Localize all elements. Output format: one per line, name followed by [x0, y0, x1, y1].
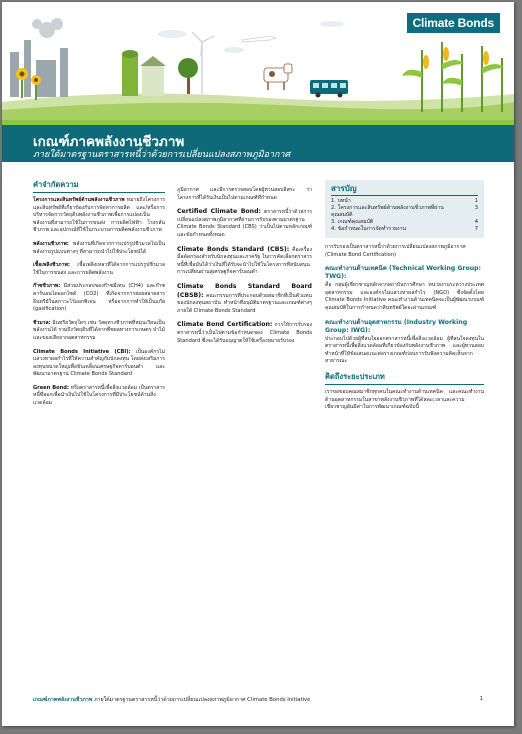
definition-paragraph	[33, 283, 165, 313]
definition-paragraph	[33, 197, 165, 235]
definition-text: เป็นองค์กรไม่แสวงหาผลกำไรที่ให้ความสำคัญกับนักลงทุน โดยส่งเสริมการลงทุนขนาดใหญ่เพื่อขับเคลื่อนเศรษฐกิจคาร์บอนต่ำ และพัฒนามาตรฐาน Climate Bonds Standard	[33, 348, 165, 378]
definition-text: มีส่วนประกอบของก๊าซมีเทน (CH4) และก๊าซคาร์บอนไดออกไซด์ (CO2) ที่เกิดจากการย่อยสลายสารอินทรีย์ในสภาวะไร้ออกซิเจน หรือจากการทำให้เป็นแก๊ส (gasification)	[33, 283, 165, 313]
toc-item-page: 7	[474, 226, 478, 232]
toc-item-label: 4. ข้อกำหนดในการจัดทำรายงาน	[331, 226, 407, 232]
definition-paragraph	[33, 385, 165, 408]
acknowledgements-heading: คิดถึงระยะประเภท	[325, 371, 385, 381]
cow-icon	[264, 64, 292, 90]
definition-paragraph	[177, 208, 312, 239]
definition-text: พลังงานที่เกิดจากการแปรรูปชีวมวลไปเป็นพลังงานรูปแบบต่างๆ ที่สามารถนำไปใช้ประโยชน์ได้	[33, 240, 165, 255]
definition-text: หรือตราสารหนี้เพื่อสิ่งแวดล้อม เป็นตราสารหนี้ที่ออกเพื่อนำเงินไปใช้ในโครงการที่มีประโยชน์ด้านสิ่งแวดล้อม	[33, 384, 165, 407]
toc-item[interactable]	[331, 198, 478, 205]
iwg-paragraph: ประกอบไปด้วยผู้ที่สนใจออกตราสารหนี้เพื่อสิ่งแวดล้อม ผู้ที่สนใจลงทุนในตราสารหนี้เพื่อสิ่งแวดล้อมที่เกี่ยวข้องกับพลังงานชีวภาพ และผู้ทวนสอบ ทำหน้าที่ให้ข้อเสนอแนะต่อร่างเกณฑ์ก่อนการรับฟังความคิดเห็นจากสาธารณะ	[325, 335, 484, 365]
toc-item-page: 1	[474, 198, 478, 204]
acknowledgements-paragraph: เราขอขอบคุณสมาชิกทุกคนในคณะทำงานด้านเทคนิค และคณะทำงานด้านอุตสาหกรรมในสาขาพลังงานชีวภาพที่ได้สละเวลาและความเชี่ยวชาญอันมีค่าในการพัฒนาเกณฑ์ฉบับนี้	[325, 388, 484, 411]
definition-text: อินทรียวัตถุใดๆ เช่น วัสดุทางชีวภาพที่หมุนเวียนเป็นพลังงานได้ รวมถึงวัตถุดิบที่ได้จากพืชผลทางการเกษตร ป่าไม้ และของเสียจากอุตสาหกรรม	[33, 319, 165, 341]
definition-text: คือเครื่องมือคัดกรองสำหรับนักลงทุนและภาครัฐ ในการคัดเลือกตราสารหนี้ที่เชื่อมั่นได้ว่าเงินที่ได้รับจะนำไปใช้ในโครงการที่สนับสนุนการเปลี่ยนผ่านสู่เศรษฐกิจคาร์บอนต่ำ	[177, 246, 312, 276]
definition-paragraph	[177, 246, 312, 277]
toc-item[interactable]	[331, 219, 478, 226]
column-definitions-continued	[177, 187, 312, 351]
definition-term: Climate Bonds Standard (CBS):	[177, 245, 290, 253]
bus-icon	[310, 80, 348, 98]
climate-bonds-logo: Climate Bonds	[407, 13, 500, 33]
document-page	[2, 2, 514, 726]
toc-item-label: 2. โครงการและสินทรัพย์ด้านพลังงานชีวภาพที่ผ่านคุณสมบัติ	[331, 205, 444, 218]
airplane-icon	[242, 36, 276, 42]
table-of-contents	[325, 180, 484, 238]
definition-paragraph	[33, 262, 165, 277]
column-definitions	[33, 180, 165, 414]
page-footer	[33, 696, 483, 704]
definition-term: ชีวมวล:	[33, 319, 51, 326]
definition-term: Certified Climate Bond:	[177, 208, 261, 216]
page-subtitle: ภายใต้มาตรฐานตราสารหนี้ว่าด้วยการเปลี่ยนแปลงสภาพภูมิอากาศ	[33, 150, 291, 160]
divider	[325, 384, 484, 385]
definition-text: ภูมิอากาศ และมีการตรวจสอบโดยผู้ทวนสอบอิสระ ว่าโครงการที่ได้รับเงินเป็นไปตามเกณฑ์ที่กำหนด	[177, 187, 312, 201]
definition-term: เชื้อเพลิงชีวภาพ:	[33, 262, 70, 269]
divider	[33, 192, 165, 193]
page-title: เกณฑ์ภาคพลังงานชีวภาพ	[33, 134, 185, 150]
iwg-heading: คณะทำงานด้านอุตสาหกรรม (Industry Working Group: IWG):	[325, 318, 468, 334]
toc-item[interactable]	[331, 205, 478, 219]
definition-paragraph	[177, 283, 312, 315]
definition-paragraph	[33, 349, 165, 379]
title-banner	[2, 125, 514, 162]
footer-text: ภายใต้มาตรฐานตราสารหนี้ว่าด้วยการเปลี่ยนแปลงสภาพภูมิอากาศ Climate Bonds Initiative	[94, 697, 311, 703]
definition-term: Climate Bonds Standard Board (CBSB):	[177, 282, 312, 299]
definition-term: โครงการและสินทรัพย์ด้านพลังงานชีวภาพ	[33, 197, 125, 203]
toc-item-label: 1. บทนำ	[331, 198, 351, 204]
definition-paragraph	[177, 187, 312, 202]
definition-text: หมายถึงโครงการและสินทรัพย์ที่เกี่ยวข้องกับการจัดหาการผลิต และ/หรือการบริหารจัดการวัตถุดิบพลังงานชีวภาพเพื่อการแปลงเป็นพลังงานที่สามารถใช้ในการขนส่ง การผลิตไฟฟ้า โรงกลั่นชีวภาพ และอุปกรณ์ที่ใช้ในกระบวนการผลิตพลังงานชีวภาพ	[33, 197, 165, 234]
definition-text: เชื้อเพลิงเหลวที่ได้จากการแปรรูปชีวมวล ใช้ในการขนส่ง และการผลิตพลังงาน	[33, 262, 165, 276]
definition-paragraph	[33, 320, 165, 343]
definition-term: พลังงานชีวภาพ:	[33, 240, 69, 247]
definition-text: คณะกรรมการที่ประกอบด้วยสมาชิกที่เป็นตัวแทนของนักลงทุนสถาบัน ทำหน้าที่อนุมัติมาตรฐานและเกณฑ์ต่างๆ ภายใต้ Climate Bonds Standard	[177, 292, 312, 314]
definitions-heading: คำจำกัดความ	[33, 180, 79, 189]
definition-term: ก๊าซชีวภาพ:	[33, 283, 61, 290]
toc-item-label: 3. เกณฑ์คุณสมบัติ	[331, 219, 374, 225]
divider	[331, 195, 478, 196]
twg-paragraph: คือ กลุ่มผู้เชี่ยวชาญหลักจากสถาบันการศึกษา หน่วยงานระหว่างประเทศ อุตสาหกรรม และองค์กรไม่แสวงหาผลกำไร (NGO) ซึ่งจัดตั้งโดย Climate Bonds Initiative คณะทำงานด้านเทคนิคจะเป็นผู้พัฒนาเกณฑ์คุณสมบัติในการกำหนดว่าสินทรัพย์ใดจะผ่านเกณฑ์	[325, 282, 484, 311]
footer-title: เกณฑ์ภาคพลังงานชีวภาพ	[33, 697, 93, 703]
page-number: 1	[479, 696, 483, 702]
hero-illustration	[2, 2, 514, 120]
intro-paragraph: การรับรองเป็นตราสารหนี้ว่าด้วยการเปลี่ยนแปลงสภาพภูมิอากาศ (Climate Bond Certification)	[325, 244, 466, 258]
column-contents	[325, 180, 484, 418]
definition-paragraph	[33, 241, 165, 256]
definition-paragraph	[177, 321, 312, 345]
toc-heading: สารบัญ	[331, 184, 357, 193]
definition-term: Green Bond:	[33, 384, 69, 391]
twg-heading: คณะทำงานด้านเทคนิค (Technical Working Group: TWG):	[325, 265, 482, 281]
definition-text: ตราสารหนี้ว่าด้วยการเปลี่ยนแปลงสภาพภูมิอากาศที่ผ่านการรับรองตามมาตรฐาน Climate Bonds Standard (CBS) ว่าเป็นไปตามหลักเกณฑ์และข้อกำหนดทั้งหมด	[177, 209, 312, 238]
definition-term: Climate Bond Certification:	[177, 321, 273, 329]
toc-item[interactable]	[331, 226, 478, 233]
toc-item-page: 3	[474, 205, 478, 211]
definition-text: การให้การรับรองตราสารหนี้ว่าเป็นไปตามข้อกำหนดของ Climate Bonds Standard ซึ่งจะได้รับอนุญาตให้ใช้เครื่องหมายรับรอง	[177, 322, 312, 344]
toc-item-page: 4	[474, 219, 478, 225]
definition-term: Climate Bonds Initiative (CBI):	[33, 348, 131, 355]
